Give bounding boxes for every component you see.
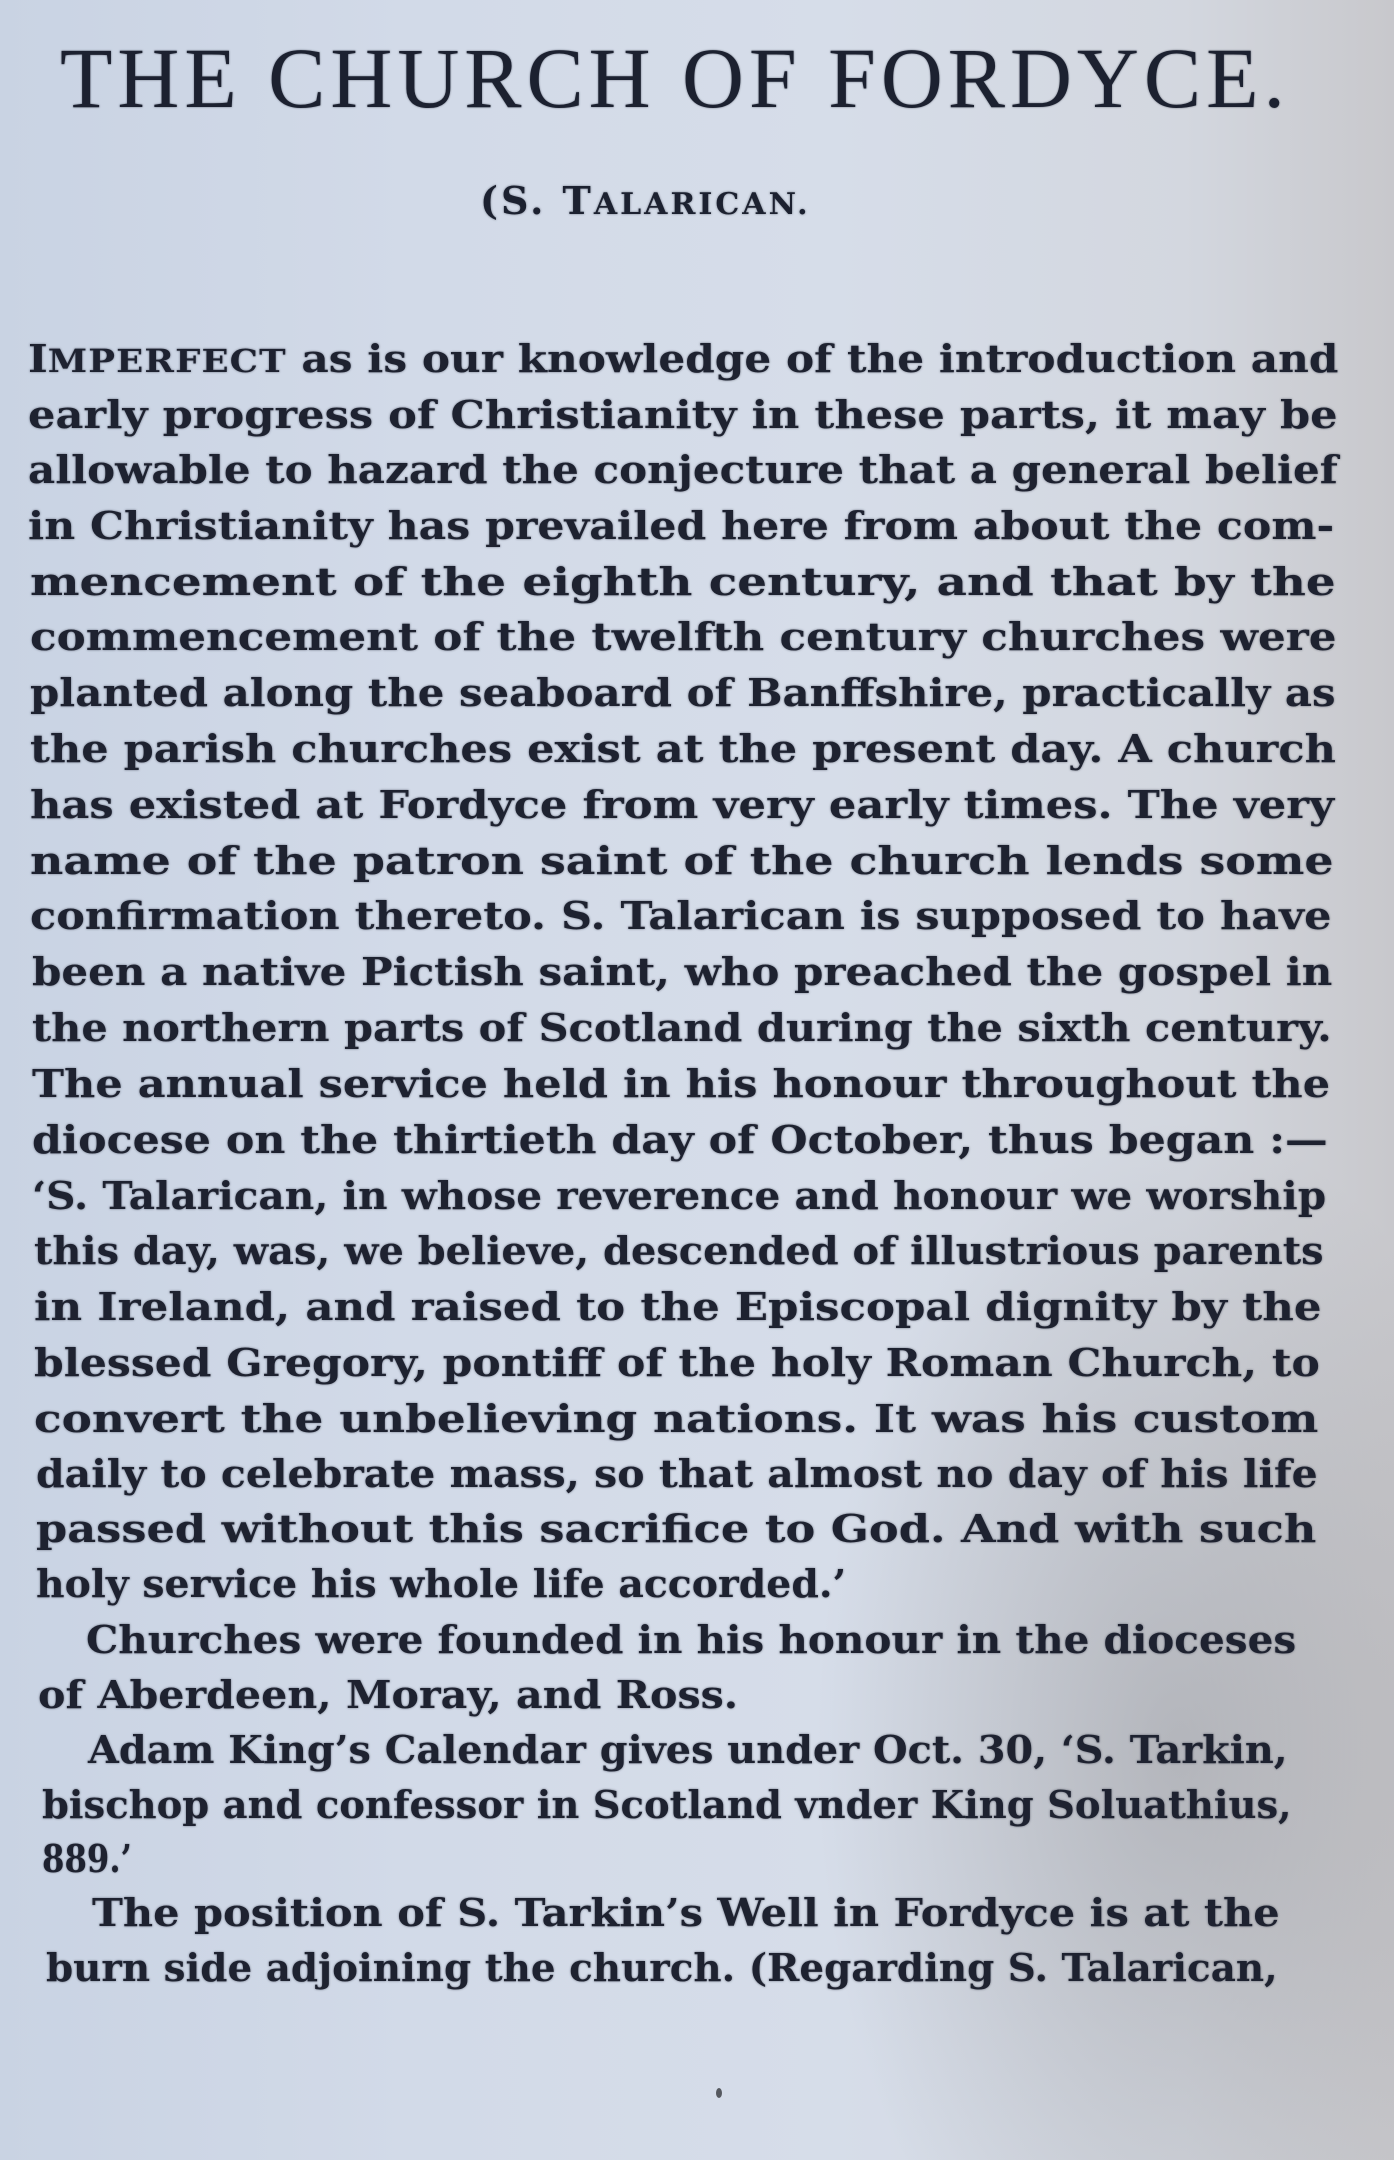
text-line: The annual service held in his honour throughout the: [32, 1061, 1331, 1106]
text-line: convert the unbelieving nations. It was his custom: [34, 1396, 1319, 1441]
first-word-initial: I: [28, 336, 48, 381]
text-line: of Aberdeen, Moray, and Ross.: [38, 1672, 739, 1717]
text-line: the parish churches exist at the present day. A church: [30, 726, 1336, 771]
text-line: holy service his whole life accorded.’: [36, 1561, 847, 1606]
page-title: THE CHURCH OF FORDYCE.: [60, 30, 1290, 126]
page-subtitle: [480, 178, 811, 223]
first-word-smallcaps: MPERFECT: [47, 342, 287, 380]
text-line-paragraph-start: The position of S. Tarkin’s Well in Fordyce is at the: [92, 1890, 1280, 1935]
text-line-first: [28, 336, 1338, 381]
text-line-paragraph-start: Churches were founded in his honour in the dioceses: [86, 1617, 1297, 1662]
text-line: passed without this sacrifice to God. And with such: [36, 1506, 1317, 1551]
text-line: name of the patron saint of the church lends some: [30, 838, 1334, 883]
text-line: commencement of the twelfth century churches were: [30, 614, 1337, 659]
text-line: daily to celebrate mass, so that almost no day of his life: [36, 1451, 1318, 1496]
text-line: in Christianity has prevailed here from about the com-: [28, 503, 1335, 548]
text-line: bischop and confessor in Scotland vnder King Soluathius,: [42, 1782, 1292, 1827]
text-line-paragraph-start: Adam King’s Calendar gives under Oct. 30, ‘S. Tarkin,: [88, 1727, 1288, 1772]
text-line: confirmation thereto. S. Talarican is supposed to have: [30, 893, 1332, 938]
text-line: ‘S. Talarican, in whose reverence and honour we worship: [32, 1173, 1327, 1218]
text-line: this day, was, we believe, descended of illustrious parents: [34, 1228, 1324, 1273]
subtitle-smallcaps: ALARICAN.: [593, 187, 811, 222]
text-line: planted along the seaboard of Banffshire, practically as: [30, 670, 1336, 715]
text-line: in Ireland, and raised to the Episcopal dignity by the: [34, 1284, 1322, 1329]
text-line: 889.’: [42, 1836, 132, 1881]
text-line: mencement of the eighth century, and that by the: [30, 559, 1336, 604]
text-line: diocese on the thirtieth day of October, thus began :—: [32, 1117, 1328, 1162]
subtitle-prefix: (S. T: [480, 178, 594, 223]
text-line: has existed at Fordyce from very early times. The very: [30, 782, 1335, 827]
text-line: burn side adjoining the church. (Regarding S. Talarican,: [46, 1945, 1278, 1990]
paper-speck: [716, 2088, 722, 2098]
text-line: early progress of Christianity in these parts, it may be: [28, 392, 1338, 437]
text-line: as is our knowledge of the introduction and: [286, 336, 1339, 381]
text-line: blessed Gregory, pontiff of the holy Roman Church, to: [34, 1340, 1320, 1385]
text-line: the northern parts of Scotland during the sixth century.: [32, 1005, 1332, 1050]
text-line: allowable to hazard the conjecture that a general belief: [28, 447, 1338, 492]
text-line: been a native Pictish saint, who preached the gospel in: [32, 949, 1333, 994]
